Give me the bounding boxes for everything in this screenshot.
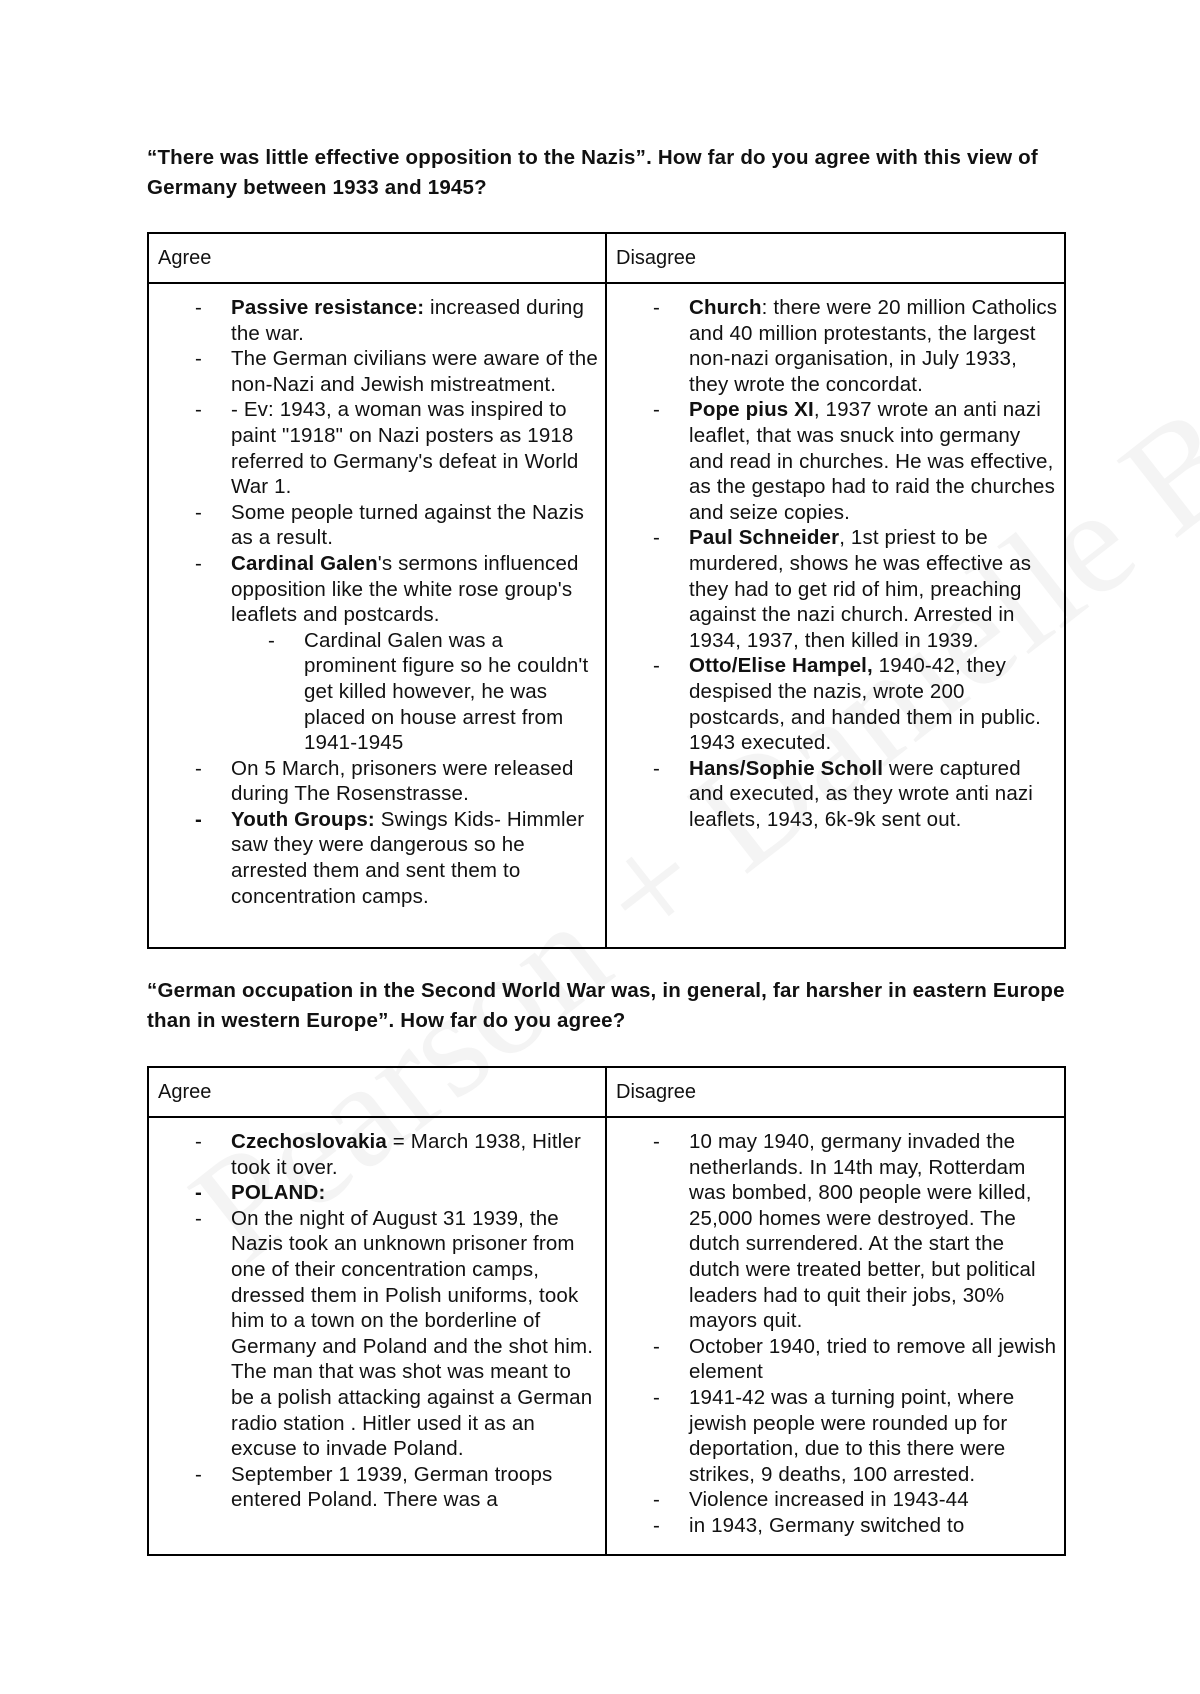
- list-item: - October 1940, tried to remove all jewish element: [607, 1334, 1058, 1385]
- disagree-header: Disagree: [606, 1067, 1065, 1117]
- list-item: - POLAND:: [149, 1180, 599, 1206]
- agree-cell: [148, 283, 606, 948]
- list-item: - Paul Schneider, 1st priest to be murdered, shows he was effective as they had to get rid of him, preaching against the nazi church. Arrested in 1934, 1937, then killed in 1939.: [607, 525, 1058, 653]
- question-2: “German occupation in the Second World War was, in general, far harsher in eastern Europe than in western Europe”. How far do you agree?: [147, 979, 1065, 1032]
- list-item: - 10 may 1940, germany invaded the netherlands. In 14th may, Rotterdam was bombed, 800 people were killed, 25,000 homes were destroyed. The dutch surrendered. At the start the dutch were treated better, but political leaders had to quit their jobs, 30% mayors quit.: [607, 1129, 1058, 1334]
- list-item: - September 1 1939, German troops entered Poland. There was a: [149, 1462, 599, 1513]
- agree-header: Agree: [148, 233, 606, 283]
- disagree-list: [607, 1118, 1064, 1538]
- list-item: - Passive resistance: increased during the war.: [149, 295, 599, 346]
- list-item: - Otto/Elise Hampel, 1940-42, they despised the nazis, wrote 200 postcards, and handed them in public. 1943 executed.: [607, 653, 1058, 755]
- sub-list-item: - Cardinal Galen was a prominent figure so he couldn't get killed however, he was placed on house arrest from 1941-1945: [149, 628, 599, 756]
- list-item: - Some people turned against the Nazis as a result.: [149, 500, 599, 551]
- question-1: “There was little effective opposition to the Nazis”. How far do you agree with this view of Germany between 1933 and 1945?: [147, 146, 1038, 199]
- disagree-cell: [606, 283, 1065, 948]
- list-item: - Czechoslovakia = March 1938, Hitler took it over.: [149, 1129, 599, 1180]
- list-item: - - Ev: 1943, a woman was inspired to paint "1918" on Nazi posters as 1918 referred to Germany's defeat in World War 1.: [149, 397, 599, 499]
- list-item: - Pope pius XI, 1937 wrote an anti nazi leaflet, that was snuck into germany and read in churches. He was effective, as the gestapo had to raid the churches and seize copies.: [607, 397, 1058, 525]
- disagree-list: [607, 284, 1064, 832]
- list-item: - Cardinal Galen's sermons influenced opposition like the white rose group's leaflets and postcards.: [149, 551, 599, 628]
- comparison-table-1: [147, 232, 1066, 949]
- list-item: - Church: there were 20 million Catholics and 40 million protestants, the largest non-nazi organisation, in July 1933, they wrote the concordat.: [607, 295, 1058, 397]
- list-item: - 1941-42 was a turning point, where jewish people were rounded up for deportation, due to this there were strikes, 9 deaths, 100 arrested.: [607, 1385, 1058, 1487]
- agree-list: [149, 1118, 605, 1513]
- list-item: - in 1943, Germany switched to: [607, 1513, 1058, 1538]
- agree-header: Agree: [148, 1067, 606, 1117]
- agree-cell: [148, 1117, 606, 1555]
- agree-list: [149, 284, 605, 909]
- list-item: - The German civilians were aware of the non-Nazi and Jewish mistreatment.: [149, 346, 599, 397]
- list-item: - Youth Groups: Swings Kids- Himmler saw they were dangerous so he arrested them and sent them to concentration camps.: [149, 807, 599, 909]
- disagree-header: Disagree: [606, 233, 1065, 283]
- list-item: - Hans/Sophie Scholl were captured and executed, as they wrote anti nazi leaflets, 1943, 6k-9k sent out.: [607, 756, 1058, 833]
- list-item: - Violence increased in 1943-44: [607, 1487, 1058, 1513]
- list-item: - On 5 March, prisoners were released during The Rosenstrasse.: [149, 756, 599, 807]
- disagree-cell: [606, 1117, 1065, 1555]
- comparison-table-2: [147, 1066, 1066, 1556]
- list-item: - On the night of August 31 1939, the Nazis took an unknown prisoner from one of their concentration camps, dressed them in Polish uniforms, took him to a town on the borderline of Germany and Poland and the shot him. The man that was shot was meant to be a polish attacking against a German radio station . Hitler used it as an excuse to invade Poland.: [149, 1206, 599, 1462]
